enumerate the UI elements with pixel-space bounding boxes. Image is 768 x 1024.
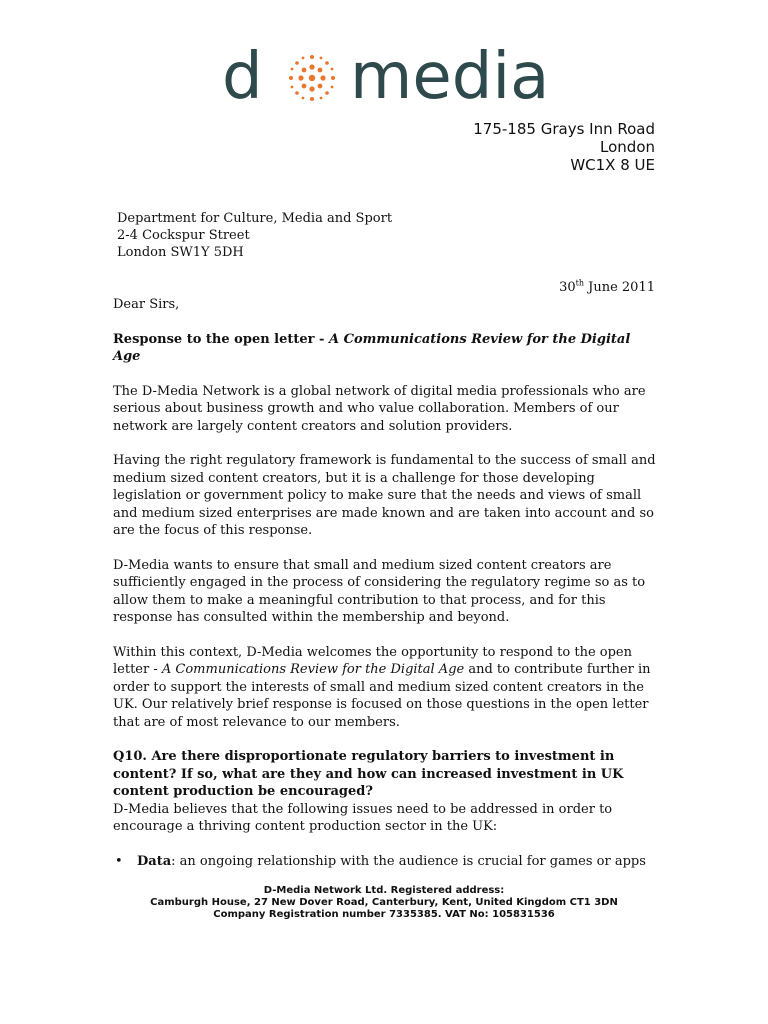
subject-title: A Communications Review for the Digital Age: [113, 331, 631, 364]
context-text: Within this context, D-Media welcomes the opportunity to respond to the open letter -: [113, 644, 632, 677]
letter-body: [113, 296, 658, 870]
sender-address: [473, 120, 655, 174]
question-q10: Q10. Are there disproportionate regulatory barriers to investment in content? If so, what are they and how can increased investment in UK content production be encouraged?: [113, 749, 624, 799]
bullet-icon: •: [115, 853, 123, 869]
recipient-line: London SW1Y 5DH: [117, 245, 244, 260]
paragraph-context: [113, 644, 658, 732]
logo-letter-d: d: [222, 40, 263, 114]
paragraph-engagement: D-Media wants to ensure that small and medium sized content creators are sufficiently engaged in the process of considering the regulatory regime so as to allow them to make a meaningful contribution to that process, and for this response has consulted within the membership and beyond.: [113, 557, 646, 625]
footer-line: Company Registration number 7335385. VAT No: 105831536: [213, 909, 555, 920]
salutation: Dear Sirs,: [113, 297, 180, 312]
sender-address-line: London: [600, 138, 655, 156]
date-day: 30: [559, 280, 576, 295]
sender-address-line: WC1X 8 UE: [570, 156, 655, 174]
recipient-address: [117, 210, 392, 261]
context-title: A Communications Review for the Digital Age: [161, 662, 465, 677]
date-rest: June 2011: [584, 280, 655, 295]
recipient-line: Department for Culture, Media and Sport: [117, 211, 393, 226]
d-media-logo: [222, 40, 552, 114]
logo-word-media: media: [350, 40, 550, 114]
answer-q10: D-Media believes that the following issues need to be addressed in order to encourage a thriving content production sector in the UK:: [113, 801, 613, 834]
paragraph-intro: The D-Media Network is a global network of digital media professionals who are serious about business growth and who value collaboration. Members of our network are largely content creators and solution providers.: [113, 383, 646, 434]
recipient-line: 2-4 Cockspur Street: [117, 228, 250, 243]
bullet-term: Data: [137, 853, 172, 869]
bullet-list: [113, 853, 658, 871]
page-footer: [0, 885, 768, 921]
bullet-text: : an ongoing relationship with the audience is crucial for games or apps: [171, 853, 646, 869]
subject-line: [113, 331, 658, 366]
date-suffix: th: [575, 278, 584, 288]
context-text: and to contribute further in order to support the interests of small and medium sized content creators in the UK. Our relatively brief response is focused on those questions in the open letter that are of most relevance to our members.: [113, 662, 651, 730]
sunburst-icon: [284, 50, 340, 106]
paragraph-framework: Having the right regulatory framework is fundamental to the success of small and medium sized content creators, but it is a challenge for those developing legislation or government policy to make sure that the needs and views of small and medium sized enterprises are made known and are taken into account and so are the focus of this response.: [113, 453, 656, 538]
footer-line: Camburgh House, 27 New Dover Road, Canterbury, Kent, United Kingdom CT1 3DN: [150, 897, 618, 908]
list-item: [113, 853, 658, 871]
footer-line: D-Media Network Ltd. Registered address:: [263, 885, 505, 896]
letter-date: [559, 279, 655, 296]
subject-prefix: Response to the open letter -: [113, 331, 329, 347]
sender-address-line: 175-185 Grays Inn Road: [473, 120, 655, 138]
